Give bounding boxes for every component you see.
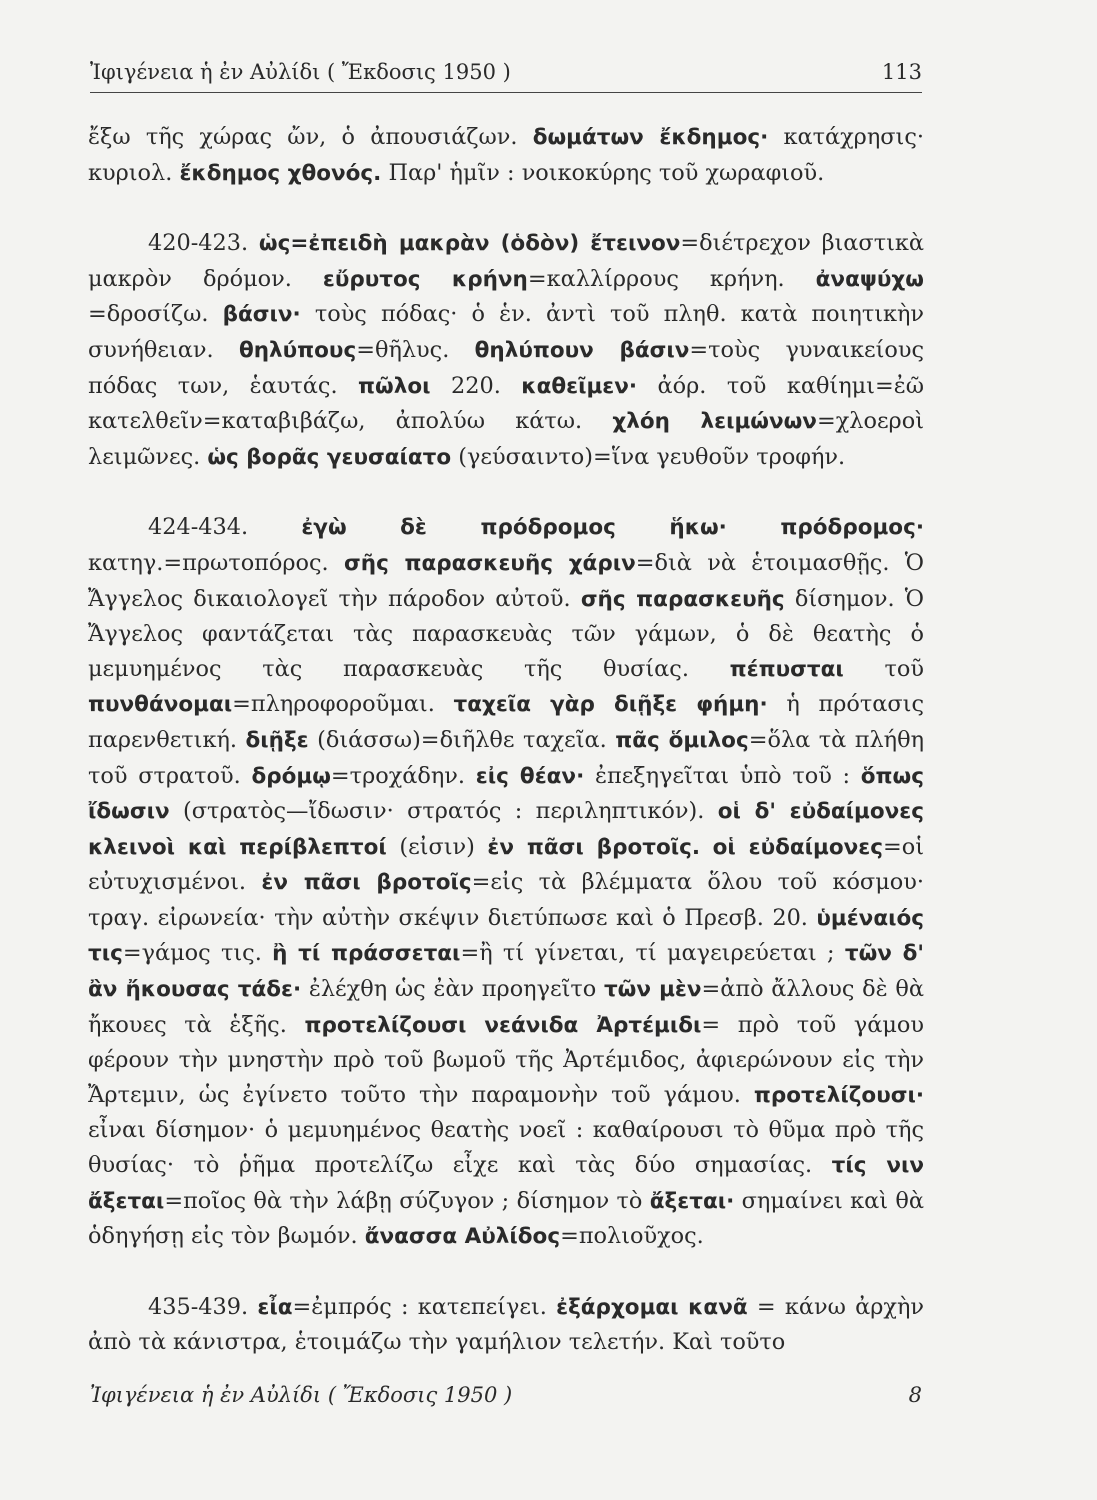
gloss: (στρατὸς—ἴδωσιν· στρατός : περιληπτικόν). — [169, 798, 718, 825]
signature-mark: 8 — [908, 1383, 922, 1407]
lemma: ὡς=ἐπειδὴ μακρὰν (ὁδὸν) ἔτεινον — [258, 231, 681, 257]
lemma: βάσιν· — [222, 302, 301, 328]
gloss: =καλλίρρους κρήνη. — [527, 265, 816, 292]
gloss: =οἱ εὐτυχισμένοι. — [88, 833, 924, 896]
gloss: δίσημον. Ὁ Ἄγγελος φαντάζεται τὰς παρασκευὰς τῶν γάμων, ὁ δὲ θεατὴς ὁ μεμυημένος τὰς παρασκευὰς τῆς θυσίας. — [88, 585, 925, 682]
gloss: =ἢ τί γίνεται, τί μαγειρεύεται ; — [460, 940, 845, 967]
lemma: ἔκδημος χθονός. — [179, 160, 382, 186]
lemma: σῆς παρασκευῆς — [580, 586, 785, 612]
lemma: πᾶς ὅμιλος — [615, 727, 749, 753]
gloss: ἡ πρότασις παρενθετική. — [88, 691, 924, 753]
gloss: =τροχάδην. — [330, 762, 476, 789]
gloss: =δροσίζω. — [88, 301, 223, 328]
lemma: προτελίζουσι νεάνιδα Ἀρτέμιδι — [304, 1012, 702, 1038]
lemma: χλόη λειμώνων — [612, 409, 817, 435]
page-footer — [90, 1383, 922, 1407]
lemma: εἰς θέαν· — [475, 763, 585, 789]
page-header — [90, 60, 922, 93]
lemma: τῶν δ' ἂν ἤκουσας τάδε· — [88, 941, 924, 1003]
gloss: = πρὸ τοῦ γάμου φέρουν τὴν μνηστὴν πρὸ τοῦ βωμοῦ τῆς Ἀρτέμιδος, ἀφιερώνουν εἰς τὴν Ἄρτεμιν, ὡς ἐγίνετο τοῦτο τὴν παραμονὴν τοῦ γάμου. — [88, 1011, 924, 1108]
lemma: τῶν μὲν — [603, 977, 702, 1003]
gloss: =χλοεροὶ λειμῶνες. — [88, 408, 924, 470]
gloss: =θῆλυς. — [356, 336, 475, 363]
lemma: δρόμῳ — [251, 763, 331, 789]
gloss: ἀόρ. τοῦ καθίημι=ἐῶ κατελθεῖν=καταβιβάζω, ἀπολύω κάτω. — [88, 372, 924, 435]
paragraph — [88, 226, 924, 475]
gloss: 435-439. — [148, 1293, 258, 1320]
gloss: =ἐμπρός : κατεπείγει. — [292, 1293, 557, 1320]
gloss: (διάσσω)=διῆλθε ταχεῖα. — [308, 726, 616, 753]
running-title: Ἰφιγένεια ἡ ἐν Αὐλίδι ( Ἔκδοσις 1950 ) — [90, 60, 511, 84]
gloss: 420-423. — [148, 230, 259, 257]
lemma: ἀναψύχω — [815, 266, 924, 292]
gloss: (γεύσαιντο)=ἵνα γευθοῦν τροφήν. — [451, 443, 846, 470]
lemma: ταχεῖα γὰρ διῇξε φήμη· — [453, 692, 768, 718]
gloss: (εἰσιν) — [386, 833, 488, 860]
lemma: ὡς βορᾶς γευσαίατο — [207, 444, 452, 470]
lemma: πυνθάνομαι — [88, 692, 233, 718]
lemma: καθεῖμεν· — [521, 373, 638, 399]
gloss: =ἀπὸ ἄλλους δὲ θὰ ἤκουες τὰ ἑξῆς. — [88, 976, 924, 1038]
gloss: =διὰ νὰ ἑτοιμασθῇς. Ὁ Ἄγγελος δικαιολογεῖ τὴν πάροδον αὐτοῦ. — [88, 549, 925, 612]
lemma: οἱ δ' εὐδαίμονες κλεινοὶ καὶ περίβλεπτοί — [88, 799, 924, 860]
lemma: εὔρυτος κρήνη — [322, 266, 528, 292]
gloss: =γάμος τις. — [122, 940, 273, 967]
gloss: 424-434. — [148, 514, 302, 541]
gloss: 220. — [430, 372, 522, 399]
page-number: 113 — [881, 60, 922, 84]
lemma: εἶα — [257, 1294, 293, 1320]
lemma: δωμάτων ἔκδημος· — [532, 125, 769, 150]
gloss — [700, 834, 713, 860]
lemma: ἐν πᾶσι βροτοῖς — [261, 870, 472, 896]
gloss: κατηγ.=πρωτοπόρος. — [88, 549, 345, 576]
gloss: ἔξω τῆς χώρας ὤν, ὁ ἀπουσιάζων. — [88, 124, 533, 150]
lemma: θηλύπουν βάσιν — [474, 337, 690, 363]
lemma: ἢ τί πράσσεται — [272, 941, 461, 967]
lemma: ὅπως ἴδωσιν — [88, 763, 924, 825]
lemma: ἄξεται· — [649, 1188, 735, 1214]
lemma: ἐν πᾶσι βροτοῖς. — [487, 834, 701, 860]
gloss: =πληροφοροῦμαι. — [232, 691, 454, 718]
gloss: εἶναι δίσημον· ὁ μεμυημένος θεατὴς νοεῖ : καθαίρουσι τὸ θῦμα πρὸ τῆς θυσίας· τὸ ῥῆμα προτελίζω εἶχε καὶ τὰς δύο σημασίας. — [88, 1117, 924, 1179]
commentary-text — [88, 120, 924, 1360]
lemma: πέπυσται — [729, 656, 844, 682]
gloss: ἐπεξηγεῖται ὑπὸ τοῦ : — [584, 762, 861, 789]
gloss: =ὅλα τὰ πλήθη τοῦ στρατοῦ. — [88, 726, 924, 789]
lemma: ὑμέναιός τις — [88, 905, 924, 967]
paragraph — [88, 510, 924, 1254]
gloss: =διέτρεχον βιαστικὰ μακρὸν δρόμον. — [88, 230, 924, 292]
lemma: τίς νιν ἄξεται — [88, 1153, 924, 1214]
lemma: σῆς παρασκευῆς χάριν — [344, 550, 636, 576]
lemma: πῶλοι — [358, 373, 431, 399]
lemma: διῇξε — [245, 727, 309, 753]
lemma: ἐγὼ δὲ πρόδρομος ἥκω· πρόδρομος· — [301, 515, 924, 541]
lemma: προτελίζουσι· — [753, 1082, 924, 1108]
lemma: ἄνασσα Αὐλίδος — [364, 1224, 561, 1250]
gloss: =πολιοῦχος. — [560, 1223, 704, 1250]
gloss: =τοὺς γυναικείους πόδας των, ἑαυτάς. — [88, 336, 925, 399]
gloss: = κάνω ἀρχὴν ἀπὸ τὰ κάνιστρα, ἑτοιμάζω τὴν γαμήλιον τελετήν. Καὶ τοῦτο — [88, 1293, 924, 1356]
gloss: Παρ' ἡμῖν : νοικοκύρης τοῦ χωραφιοῦ. — [381, 159, 825, 186]
paragraph — [88, 1290, 924, 1360]
gloss: κατάχρησις· κυριολ. — [88, 124, 924, 186]
lemma: οἱ εὐδαίμονες — [712, 834, 883, 860]
gloss: =εἰς τὰ βλέμματα ὅλου τοῦ κόσμου· τραγ. εἰρωνεία· τὴν αὐτὴν σκέψιν διετύπωσε καὶ ὁ Πρεσβ. 20. — [88, 869, 924, 931]
lemma: θηλύπους — [238, 337, 357, 363]
gloss: τοὺς πόδας· ὁ ἑν. ἀντὶ τοῦ πληθ. κατὰ ποιητικὴν συνήθειαν. — [88, 301, 925, 363]
gloss: =ποῖος θὰ τὴν λάβῃ σύζυγον ; δίσημον τὸ — [164, 1187, 650, 1214]
paragraph — [88, 120, 924, 191]
footer-title: Ἰφιγένεια ἡ ἐν Αὐλίδι ( Ἔκδοσις 1950 ) — [90, 1383, 513, 1407]
gloss: ἐλέχθη ὡς ἐὰν προηγεῖτο — [301, 976, 604, 1003]
lemma: ἐξάρχομαι κανᾶ — [556, 1294, 748, 1320]
gloss: τοῦ — [843, 655, 924, 682]
gloss: σημαίνει καὶ θὰ ὁδηγήσῃ εἰς τὸν βωμόν. — [88, 1187, 924, 1250]
